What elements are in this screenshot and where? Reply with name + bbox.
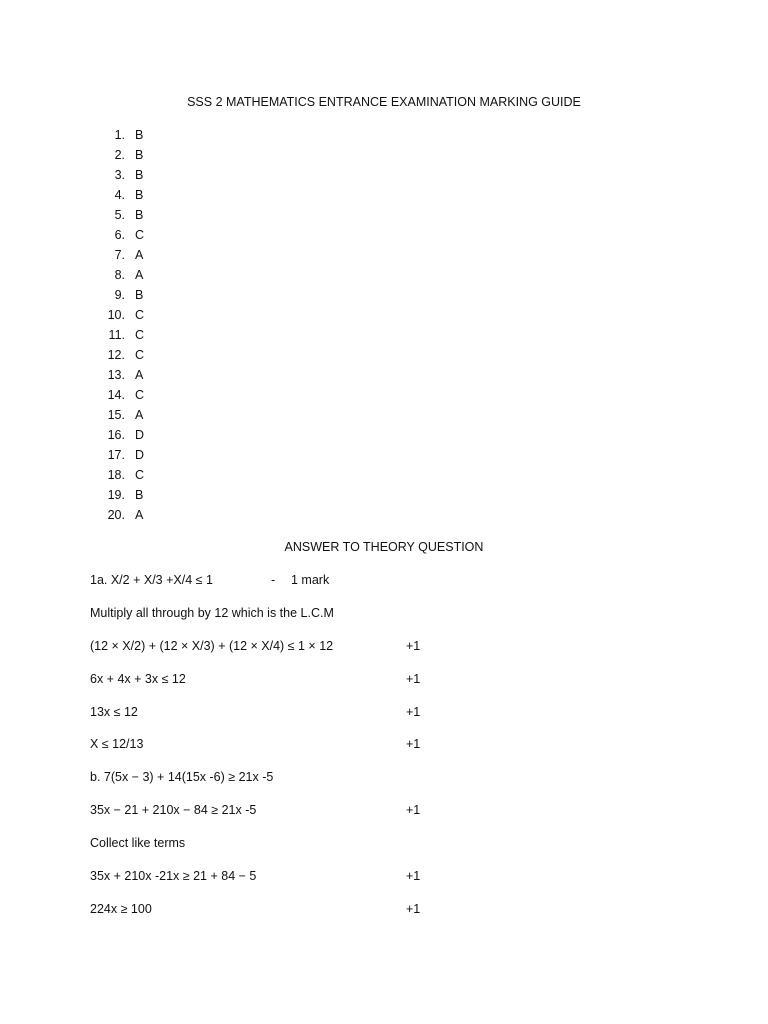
answer-letter: B [135, 188, 144, 202]
question-number: 16. [107, 428, 125, 442]
answer-letter: D [135, 448, 145, 462]
question-number: 4. [114, 188, 125, 202]
question-number: 9. [114, 288, 125, 302]
step-text: Multiply all through by 12 which is the L.C.M [90, 606, 334, 620]
list-item [100, 187, 144, 207]
question-number: 19. [107, 488, 125, 502]
answer-letter: B [135, 128, 144, 142]
list-item [100, 447, 144, 467]
answer-letter: B [135, 148, 144, 162]
step-text: (12 × X/2) + (12 × X/3) + (12 × X/4) ≤ 1 × 12 [90, 639, 334, 653]
document-title: SSS 2 MATHEMATICS ENTRANCE EXAMINATION MARKING GUIDE [187, 95, 581, 109]
step-text: 35x + 210x -21x ≥ 21 + 84 − 5 [90, 869, 257, 883]
theory-section-title: ANSWER TO THEORY QUESTION [284, 540, 484, 554]
step-mark: +1 [406, 869, 421, 883]
question-1b-expression: b. 7(5x − 3) + 14(15x -6) ≥ 21x -5 [90, 770, 274, 784]
step-text: X ≤ 12/13 [90, 737, 144, 751]
answer-letter: B [135, 288, 144, 302]
answer-letter: D [135, 428, 145, 442]
list-item [100, 467, 144, 487]
question-number: 5. [114, 208, 125, 222]
list-item [100, 127, 144, 147]
answer-letter: C [135, 468, 145, 482]
list-item [100, 247, 144, 267]
question-number: 11. [108, 328, 125, 342]
question-number: 18. [107, 468, 125, 482]
answer-letter: B [135, 208, 144, 222]
list-item [100, 287, 144, 307]
step-mark: +1 [406, 902, 421, 916]
list-item [100, 327, 144, 347]
question-number: 3. [114, 168, 125, 182]
step-mark: +1 [406, 639, 421, 653]
answer-letter: A [135, 408, 144, 422]
answer-letter: B [135, 488, 144, 502]
list-item [100, 167, 144, 187]
step-text: 35x − 21 + 210x − 84 ≥ 21x -5 [90, 803, 257, 817]
answer-letter: A [135, 368, 144, 382]
answer-letter: A [135, 268, 144, 282]
list-item [100, 427, 144, 447]
step-mark: +1 [406, 705, 421, 719]
list-item [100, 347, 144, 367]
question-number: 2. [114, 148, 125, 162]
answer-letter: C [135, 228, 145, 242]
question-number: 1. [114, 128, 125, 142]
list-item [100, 207, 144, 227]
question-number: 12. [107, 348, 125, 362]
list-item [100, 307, 144, 327]
mcq-answer-list [100, 127, 144, 527]
step-mark: +1 [406, 737, 421, 751]
question-number: 13. [107, 368, 125, 382]
list-item [100, 367, 144, 387]
step-mark: +1 [406, 672, 421, 686]
question-number: 10. [107, 308, 125, 322]
question-number: 8. [114, 268, 125, 282]
step-text: 13x ≤ 12 [90, 705, 138, 719]
answer-letter: C [135, 308, 145, 322]
list-item [100, 507, 144, 527]
step-text: 6x + 4x + 3x ≤ 12 [90, 672, 186, 686]
list-item [100, 487, 144, 507]
mark-label: 1 mark [291, 573, 330, 587]
list-item [100, 407, 144, 427]
answer-letter: C [135, 328, 145, 342]
answer-letter: C [135, 348, 145, 362]
question-number: 17. [107, 448, 125, 462]
step-text: Collect like terms [90, 836, 186, 850]
question-number: 7. [114, 248, 125, 262]
question-1a-expression: 1a. X/2 + X/3 +X/4 ≤ 1 [90, 573, 213, 587]
question-number: 14. [107, 388, 125, 402]
question-number: 15. [107, 408, 125, 422]
list-item [100, 227, 144, 247]
list-item [100, 387, 144, 407]
step-mark: +1 [406, 803, 421, 817]
question-number: 6. [114, 228, 125, 242]
list-item [100, 147, 144, 167]
mark-separator: - [271, 573, 276, 587]
answer-letter: B [135, 168, 144, 182]
answer-letter: A [135, 248, 144, 262]
question-number: 20. [107, 508, 125, 522]
step-text: 224x ≥ 100 [90, 902, 152, 916]
list-item [100, 267, 144, 287]
answer-letter: A [135, 508, 144, 522]
answer-letter: C [135, 388, 145, 402]
